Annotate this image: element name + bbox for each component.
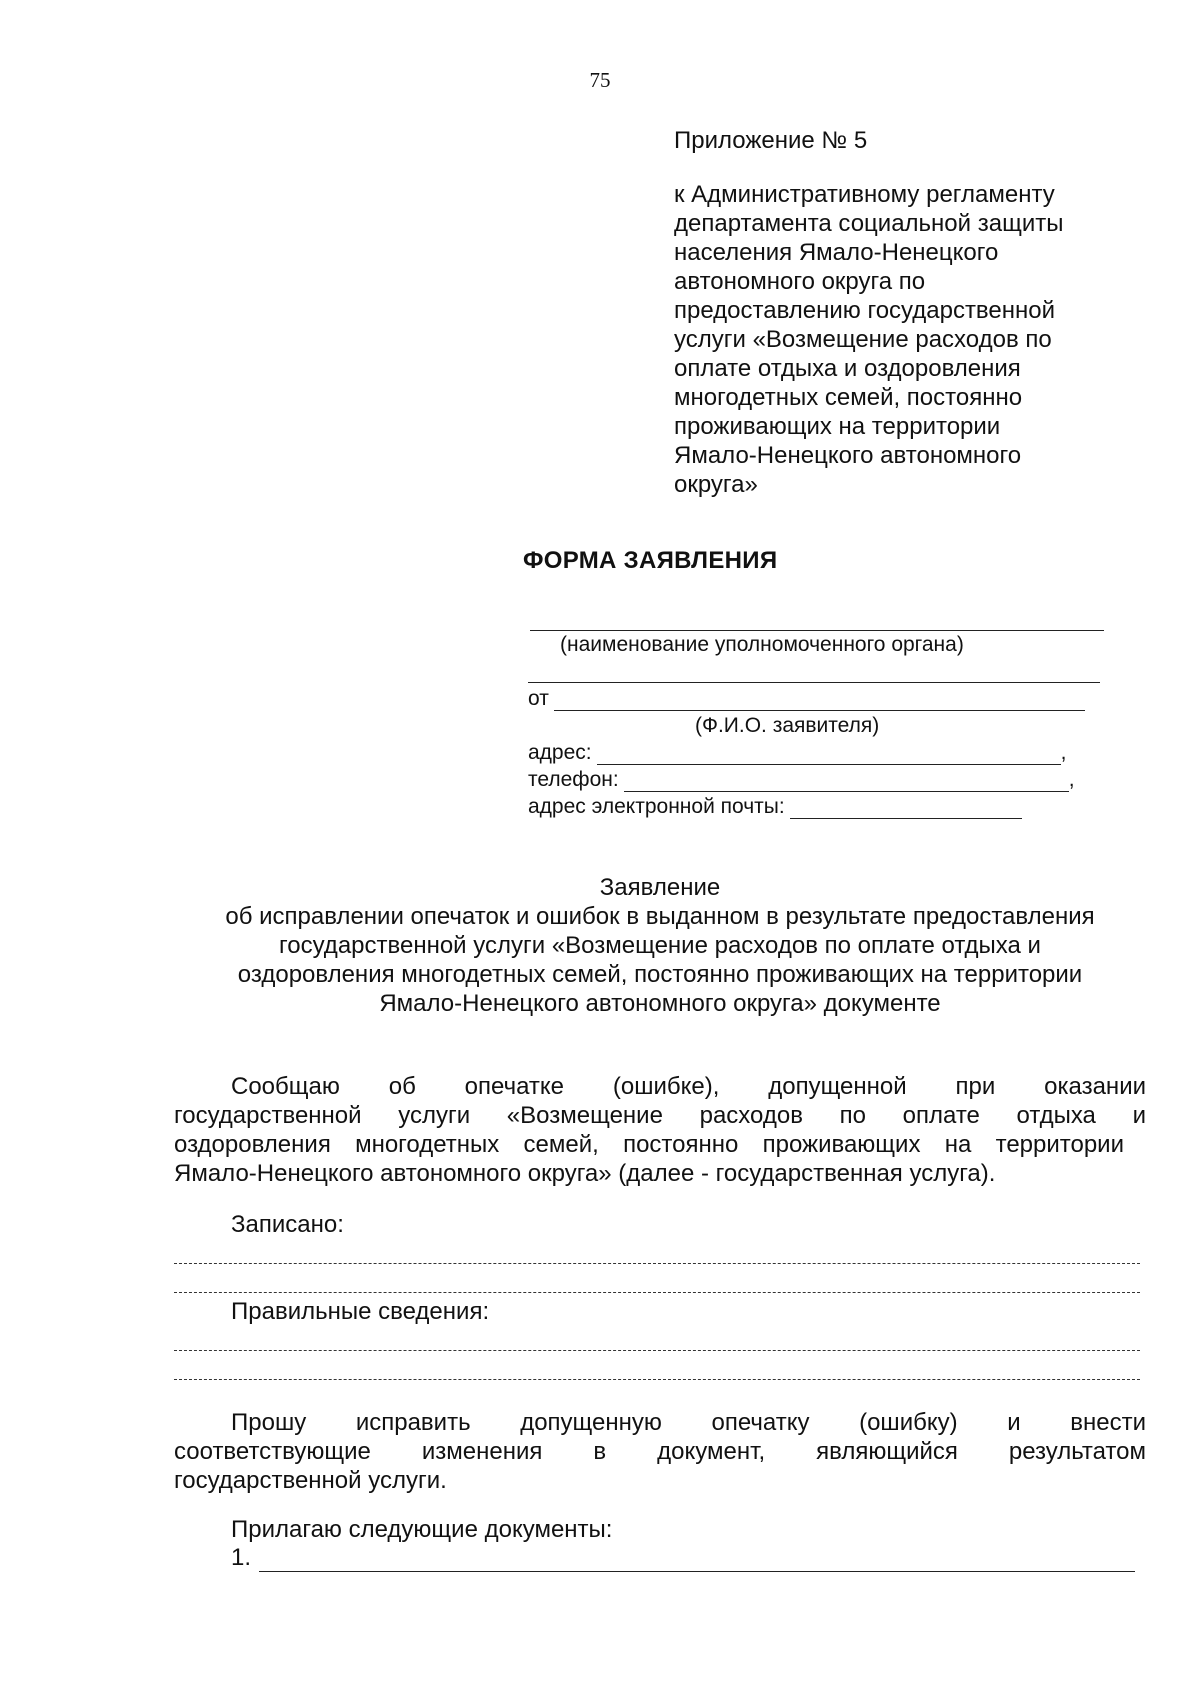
correct-line-1[interactable]: [174, 1350, 1140, 1351]
attach-item-input[interactable]: [259, 1549, 1135, 1572]
address-comma: ,: [1060, 741, 1067, 764]
appendix-line: услуги «Возмещение расходов по: [674, 326, 1052, 353]
email-label: адрес электронной почты:: [528, 795, 785, 818]
from-row: [528, 687, 1085, 711]
written-label: Записано:: [231, 1211, 344, 1238]
appendix-line: населения Ямало-Ненецкого: [674, 239, 999, 266]
authority-input-line[interactable]: [530, 630, 1104, 631]
appendix-line: к Административному регламенту: [674, 181, 1055, 208]
correct-label: Правильные сведения:: [231, 1298, 490, 1325]
appendix-line: оплате отдыха и оздоровления: [674, 355, 1021, 382]
phone-comma: ,: [1068, 768, 1075, 791]
request-paragraph: [174, 1408, 1146, 1495]
appendix-line: многодетных семей, постоянно: [674, 384, 1023, 411]
appendix-line: автономного округа по: [674, 268, 926, 295]
statement-line: об исправлении опечаток и ошибок в выданном в результате предоставления: [225, 903, 1095, 930]
page-number: 75: [589, 68, 611, 92]
statement-heading: [0, 873, 1200, 1018]
appendix-line: предоставлению государственной: [674, 297, 1056, 324]
request-line: государственной услуги.: [174, 1467, 447, 1494]
email-row: [528, 795, 1022, 819]
report-line: Ямало-Ненецкого автономного округа» (далее - государственная услуга).: [174, 1160, 996, 1187]
written-line-1[interactable]: [174, 1263, 1140, 1264]
appendix-title: Приложение № 5: [674, 127, 868, 154]
report-paragraph: [174, 1072, 1146, 1188]
phone-row: [528, 768, 1075, 792]
address-label: адрес:: [528, 741, 592, 764]
from-label: от: [528, 687, 549, 710]
correct-line-2[interactable]: [174, 1379, 1140, 1380]
statement-line: оздоровления многодетных семей, постоянно проживающих на территории: [237, 961, 1083, 988]
appendix-line: проживающих на территории: [674, 413, 1001, 440]
applicant-name-input[interactable]: [554, 692, 1085, 711]
fio-caption: (Ф.И.О. заявителя): [695, 714, 880, 737]
report-line: Сообщаю об опечатке (ошибке), допущенной при оказании: [231, 1073, 1146, 1100]
report-line: оздоровления многодетных семей, постоянно проживающих на территории: [174, 1131, 1124, 1158]
address-row: [528, 741, 1066, 765]
address-input[interactable]: [597, 746, 1061, 765]
statement-title: Заявление: [599, 874, 721, 901]
phone-label: телефон:: [528, 768, 619, 791]
attach-item-row: [231, 1544, 1135, 1572]
statement-line: Ямало-Ненецкого автономного округа» документе: [379, 990, 941, 1017]
written-line-2[interactable]: [174, 1292, 1140, 1293]
statement-line: государственной услуги «Возмещение расходов по оплате отдыха и: [279, 932, 1041, 959]
request-line: Прошу исправить допущенную опечатку (ошибку) и внести: [231, 1409, 1146, 1436]
phone-input[interactable]: [624, 773, 1069, 792]
appendix-line: департамента социальной защиты: [674, 210, 1064, 237]
report-line: государственной услуги «Возмещение расходов по оплате отдыха и: [174, 1102, 1146, 1129]
attach-label: Прилагаю следующие документы:: [231, 1516, 613, 1543]
form-title: ФОРМА ЗАЯВЛЕНИЯ: [523, 547, 778, 574]
attach-item-number: 1.: [231, 1544, 252, 1571]
authority-input-line-2[interactable]: [528, 682, 1100, 683]
appendix-line: Ямало-Ненецкого автономного: [674, 442, 1022, 469]
appendix-line: округа»: [674, 471, 758, 498]
authority-caption: (наименование уполномоченного органа): [560, 633, 964, 656]
appendix-text: [674, 180, 1134, 499]
email-input[interactable]: [790, 800, 1022, 819]
request-line: соответствующие изменения в документ, являющийся результатом: [174, 1438, 1146, 1465]
